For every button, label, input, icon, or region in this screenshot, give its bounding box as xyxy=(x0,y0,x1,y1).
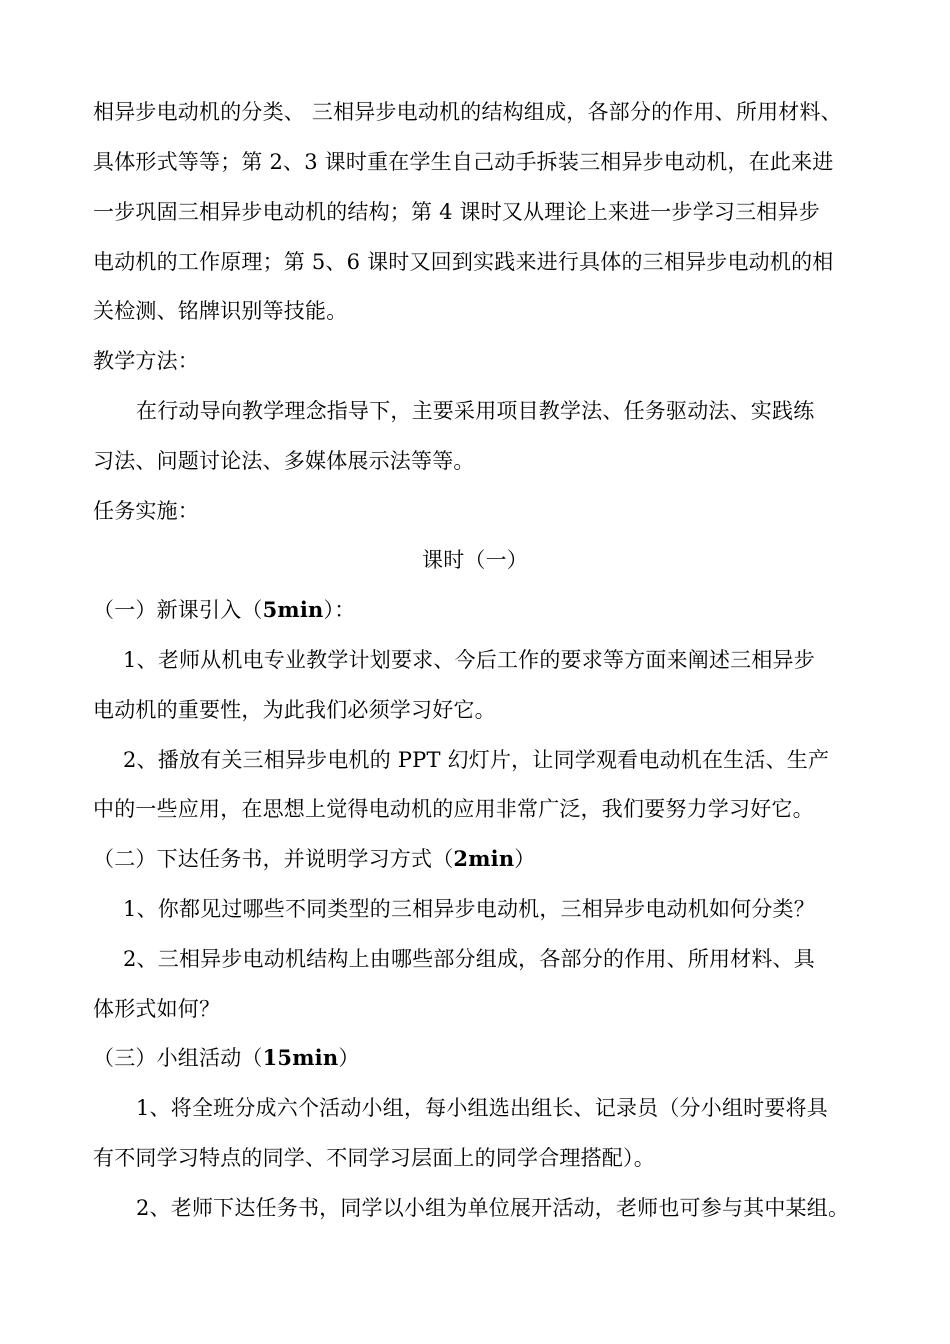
list-item: 2、老师下达任务书，同学以小组为单位展开活动，老师也可参与其中某组。 xyxy=(136,1196,850,1220)
duration-label: 2min xyxy=(453,846,515,871)
paragraph-line: 关检测、铭牌识别等技能。 xyxy=(93,299,348,323)
heading-text: （二）下达任务书，并说明学习方式（ xyxy=(93,847,454,871)
subsection-heading-group-activity xyxy=(93,1043,863,1073)
subsection-heading-intro xyxy=(93,595,863,625)
heading-text: ）： xyxy=(323,598,356,622)
paragraph-line: 中的一些应用，在思想上觉得电动机的应用非常广泛，我们要努力学习好它。 xyxy=(93,797,814,821)
subsection-heading-task xyxy=(93,844,863,874)
paragraph-line: 电动机的工作原理；第 5、6 课时又回到实践来进行具体的三相异步电动机的相 xyxy=(93,250,834,274)
list-item: 1、将全班分成六个活动小组，每小组选出组长、记录员（分小组时要将具 xyxy=(136,1096,828,1120)
list-item: 2、播放有关三相异步电机的 PPT 幻灯片，让同学观看电动机在生活、生产 xyxy=(123,748,830,772)
paragraph-line: 相异步电动机的分类、 三相异步电动机的结构组成，各部分的作用、所用材料、 xyxy=(93,100,842,124)
paragraph-line: 习法、问题讨论法、多媒体展示法等等。 xyxy=(93,449,475,473)
heading-text: （三）小组活动（ xyxy=(93,1046,263,1070)
heading-text: （一）新课引入（ xyxy=(93,598,263,622)
paragraph-line: 在行动导向教学理念指导下，主要采用项目教学法、任务驱动法、实践练 xyxy=(136,399,815,423)
paragraph-line: 体形式如何？ xyxy=(93,997,221,1021)
list-item: 1、老师从机电专业教学计划要求、今后工作的要求等方面来阐述三相异步 xyxy=(123,648,815,672)
lesson-title: 课时（一） xyxy=(422,548,528,572)
duration-label: 5min xyxy=(262,597,324,622)
paragraph-line: 具体形式等等；第 2、3 课时重在学生自己动手拆装三相异步电动机，在此来进 xyxy=(93,150,834,174)
heading-text: ） xyxy=(514,847,536,871)
section-heading-teaching-method: 教学方法： xyxy=(93,349,199,373)
list-item: 1、你都见过哪些不同类型的三相异步电动机，三相异步电动机如何分类？ xyxy=(123,897,815,921)
heading-text: ） xyxy=(338,1046,360,1070)
paragraph-line: 一步巩固三相异步电动机的结构；第 4 课时又从理论上来进一步学习三相异步 xyxy=(93,200,820,224)
paragraph-line: 电动机的重要性，为此我们必须学习好它。 xyxy=(93,698,496,722)
section-heading-task-implementation: 任务实施： xyxy=(93,499,199,523)
paragraph-line: 有不同学习特点的同学、不同学习层面上的同学合理搭配）。 xyxy=(93,1146,655,1170)
list-item: 2、三相异步电动机结构上由哪些部分组成，各部分的作用、所用材料、具 xyxy=(123,947,815,971)
duration-label: 15min xyxy=(262,1045,339,1070)
